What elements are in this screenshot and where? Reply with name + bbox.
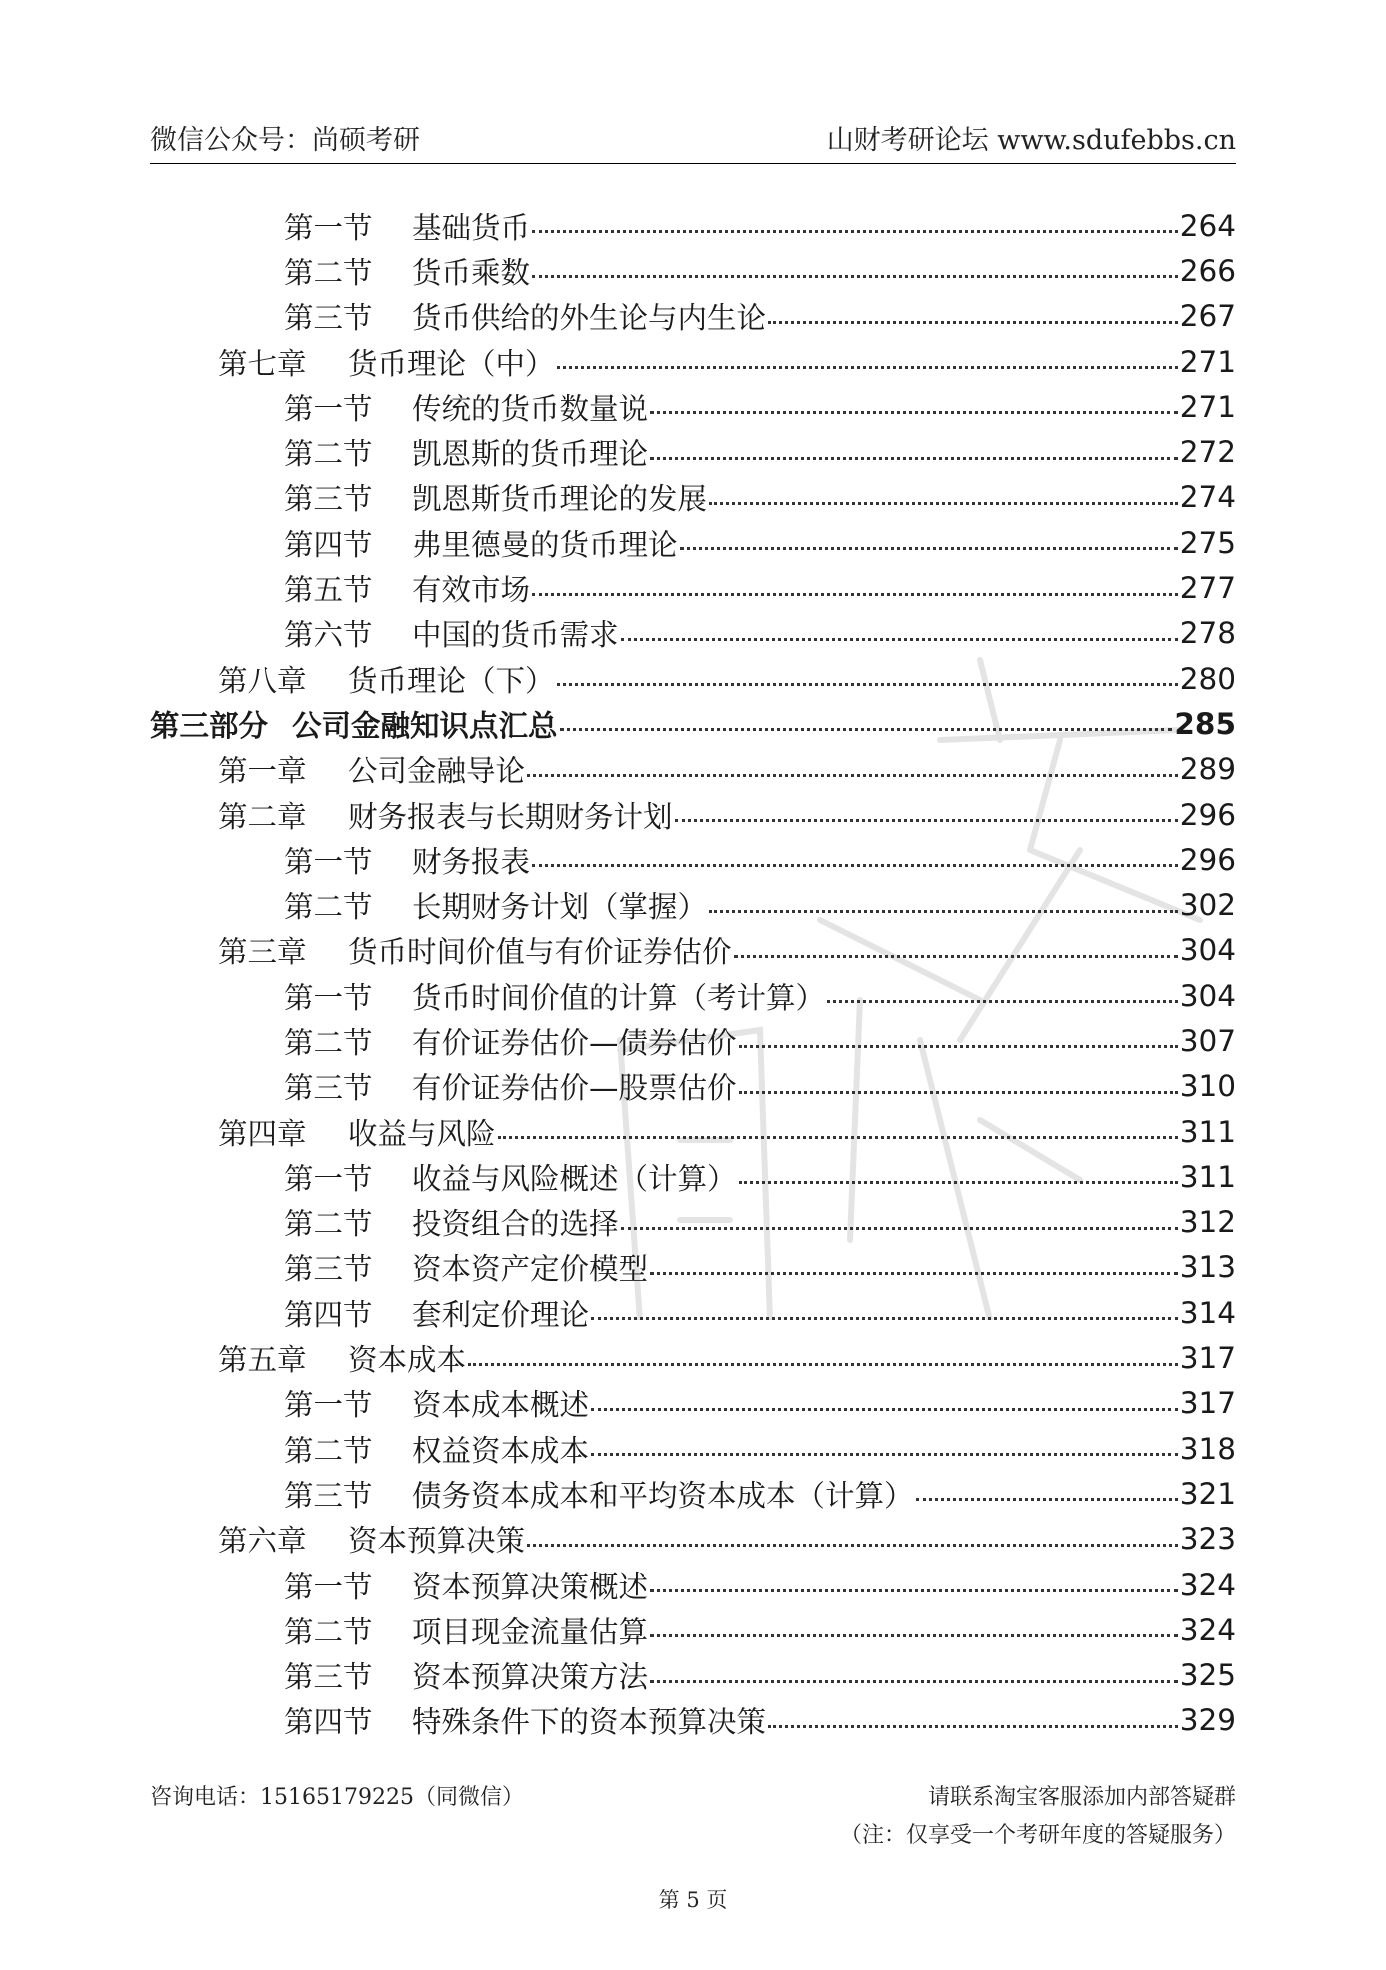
toc-entry-title: 投资组合的选择 (412, 1207, 619, 1242)
toc-dot-leader (650, 1680, 1178, 1683)
toc-entry-number: 第三节 (284, 1478, 373, 1513)
toc-entry-page: 296 (1179, 842, 1236, 877)
toc-entry-heading (150, 703, 558, 745)
toc-entry-title: 项目现金流量估算 (412, 1614, 649, 1649)
toc-entry-number: 第二节 (284, 255, 373, 290)
toc-entry-title: 有价证券估价—股票估价 (412, 1071, 737, 1106)
toc-entry-heading (284, 1654, 648, 1696)
toc-entry-heading (218, 341, 555, 383)
toc-entry-heading (284, 1292, 589, 1334)
toc-entry-title: 收益与风险 (348, 1116, 496, 1151)
toc-entry-heading (284, 431, 648, 473)
toc-entry[interactable] (150, 384, 1236, 429)
toc-entry-heading (284, 884, 707, 926)
toc-dot-leader (527, 1544, 1178, 1547)
toc-dot-leader (916, 1498, 1178, 1501)
toc-entry-title: 中国的货币需求 (412, 618, 619, 653)
toc-entry-heading (284, 386, 648, 428)
toc-entry-heading (284, 612, 619, 654)
toc-entry-page: 285 (1174, 706, 1236, 741)
toc-entry-heading (284, 975, 825, 1017)
toc-entry-number: 第二节 (284, 1614, 373, 1649)
toc-dot-leader (680, 547, 1178, 550)
toc-entry-page: 313 (1179, 1250, 1236, 1285)
toc-entry-page: 325 (1179, 1658, 1236, 1693)
toc-entry[interactable] (150, 747, 1236, 792)
toc-dot-leader (468, 1363, 1178, 1366)
toc-dot-leader (650, 411, 1178, 414)
toc-entry-title: 凯恩斯的货币理论 (412, 437, 649, 472)
toc-entry-title: 长期财务计划（掌握） (412, 890, 708, 925)
toc-entry-number: 第一章 (218, 754, 307, 789)
toc-entry[interactable] (150, 248, 1236, 293)
toc-entry[interactable] (150, 1471, 1236, 1516)
toc-entry-heading (284, 1428, 589, 1470)
toc-entry-page: 267 (1179, 299, 1236, 334)
toc-entry-page: 329 (1179, 1703, 1236, 1738)
toc-entry-page: 302 (1179, 888, 1236, 923)
toc-entry[interactable] (150, 1698, 1236, 1743)
toc-entry-heading (284, 1246, 648, 1288)
toc-dot-leader (591, 1317, 1178, 1320)
page-header (150, 118, 1236, 160)
toc-dot-leader (739, 1181, 1178, 1184)
toc-entry[interactable] (150, 339, 1236, 384)
toc-dot-leader (621, 638, 1178, 641)
toc-entry-heading (284, 476, 707, 518)
toc-entry-title: 货币供给的外生论与内生论 (412, 301, 767, 336)
toc-entry-title: 资本资产定价模型 (412, 1252, 649, 1287)
toc-dot-leader (650, 457, 1178, 460)
toc-entry-title: 有价证券估价—债券估价 (412, 1025, 737, 1060)
toc-dot-leader (768, 321, 1178, 324)
toc-entry[interactable] (150, 1018, 1236, 1063)
toc-entry-number: 第一节 (284, 391, 373, 426)
toc-entry-number: 第一节 (284, 1569, 373, 1604)
toc-entry-title: 公司金融知识点汇总 (292, 708, 558, 743)
toc-entry[interactable] (150, 1607, 1236, 1652)
toc-entry-number: 第六节 (284, 618, 373, 653)
toc-dot-leader (532, 230, 1178, 233)
toc-entry-number: 第四章 (218, 1116, 307, 1151)
toc-entry-title: 套利定价理论 (412, 1297, 590, 1332)
toc-entry[interactable] (150, 1245, 1236, 1290)
toc-dot-leader (498, 1136, 1178, 1139)
toc-dot-leader (768, 1725, 1178, 1728)
toc-dot-leader (527, 774, 1178, 777)
toc-dot-leader (560, 728, 1173, 731)
toc-entry-page: 272 (1179, 435, 1236, 470)
toc-dot-leader (650, 1589, 1178, 1592)
toc-entry-title: 凯恩斯货币理论的发展 (412, 482, 708, 517)
toc-entry-number: 第三节 (284, 1252, 373, 1287)
toc-entry-number: 第一节 (284, 844, 373, 879)
toc-dot-leader (739, 1091, 1178, 1094)
toc-entry[interactable] (150, 1381, 1236, 1426)
toc-entry[interactable] (150, 611, 1236, 656)
toc-entry-number: 第二节 (284, 1433, 373, 1468)
toc-entry-title: 有效市场 (412, 573, 531, 608)
toc-entry-page: 312 (1179, 1205, 1236, 1240)
toc-entry-title: 公司金融导论 (348, 754, 526, 789)
toc-entry-heading (218, 929, 732, 971)
toc-entry-title: 货币时间价值与有价证券估价 (348, 935, 732, 970)
toc-dot-leader (557, 683, 1178, 686)
toc-entry[interactable] (150, 1290, 1236, 1335)
toc-entry-heading (218, 658, 555, 700)
toc-entry-heading (284, 1473, 914, 1515)
toc-entry[interactable] (150, 1517, 1236, 1562)
toc-entry-page: 311 (1179, 1159, 1236, 1194)
toc-dot-leader (650, 1634, 1178, 1637)
header-wechat-account: 微信公众号：尚硕考研 (150, 125, 420, 156)
toc-entry-number: 第三节 (284, 301, 373, 336)
toc-entry-number: 第三章 (218, 935, 307, 970)
toc-entry-page: 323 (1179, 1522, 1236, 1557)
toc-entry[interactable] (150, 792, 1236, 837)
toc-entry-page: 280 (1179, 661, 1236, 696)
toc-entry-title: 货币乘数 (412, 255, 531, 290)
toc-entry-page: 324 (1179, 1567, 1236, 1602)
toc-entry-title: 货币理论（中） (348, 346, 555, 381)
toc-entry[interactable] (150, 1426, 1236, 1471)
toc-entry-number: 第三节 (284, 1071, 373, 1106)
toc-entry-number: 第七章 (218, 346, 307, 381)
toc-entry-heading (284, 1609, 648, 1651)
toc-entry-title: 资本预算决策 (348, 1524, 526, 1559)
toc-dot-leader (827, 1000, 1178, 1003)
toc-entry-heading (284, 205, 530, 247)
toc-entry-heading (284, 522, 678, 564)
toc-entry-title: 收益与风险概述（计算） (412, 1161, 737, 1196)
toc-entry-title: 货币时间价值的计算（考计算） (412, 980, 826, 1015)
footer-qa-group-note: 请联系淘宝客服添加内部答疑群 (927, 1785, 1236, 1810)
toc-entry[interactable] (150, 701, 1236, 746)
toc-entry[interactable] (150, 928, 1236, 973)
toc-entry-page: 317 (1179, 1386, 1236, 1421)
toc-entry[interactable] (150, 973, 1236, 1018)
toc-entry-number: 第八章 (218, 663, 307, 698)
toc-entry-number: 第一节 (284, 1388, 373, 1423)
toc-entry[interactable] (150, 294, 1236, 339)
toc-entry-heading (284, 1382, 589, 1424)
toc-entry-heading (284, 1699, 766, 1741)
toc-entry-number: 第二节 (284, 890, 373, 925)
toc-entry[interactable] (150, 520, 1236, 565)
toc-entry-title: 资本预算决策方法 (412, 1660, 649, 1695)
toc-dot-leader (709, 502, 1178, 505)
toc-entry[interactable] (150, 656, 1236, 701)
toc-entry-page: 317 (1179, 1341, 1236, 1376)
toc-entry-page: 289 (1179, 752, 1236, 787)
toc-dot-leader (532, 275, 1178, 278)
toc-entry-number: 第四节 (284, 1705, 373, 1740)
footer-phone: 咨询电话：15165179225（同微信） (150, 1785, 524, 1810)
toc-entry-title: 资本成本概述 (412, 1388, 590, 1423)
toc-dot-leader (621, 1227, 1178, 1230)
toc-entry-title: 财务报表与长期财务计划 (348, 799, 673, 834)
toc-entry-page: 324 (1179, 1612, 1236, 1647)
toc-entry-page: 271 (1179, 389, 1236, 424)
toc-entry-page: 264 (1179, 208, 1236, 243)
toc-entry-heading (218, 794, 673, 836)
toc-entry-page: 266 (1179, 253, 1236, 288)
toc-entry-heading (284, 1020, 737, 1062)
toc-entry-title: 债务资本成本和平均资本成本（计算） (412, 1478, 914, 1513)
table-of-contents (150, 203, 1236, 1743)
toc-entry[interactable] (150, 1562, 1236, 1607)
toc-entry-number: 第二章 (218, 799, 307, 834)
toc-entry-number: 第二节 (284, 1025, 373, 1060)
toc-entry-number: 第四节 (284, 1297, 373, 1332)
toc-entry-number: 第一节 (284, 1161, 373, 1196)
toc-entry-title: 弗里德曼的货币理论 (412, 527, 678, 562)
toc-entry-title: 财务报表 (412, 844, 531, 879)
toc-entry-title: 资本预算决策概述 (412, 1569, 649, 1604)
toc-entry-page: 277 (1179, 571, 1236, 606)
toc-entry[interactable] (150, 475, 1236, 520)
toc-entry-title: 特殊条件下的资本预算决策 (412, 1705, 767, 1740)
toc-entry-page: 304 (1179, 978, 1236, 1013)
toc-entry-title: 权益资本成本 (412, 1433, 590, 1468)
footer-service-note: （注：仅享受一个考研年度的答疑服务） (839, 1823, 1236, 1848)
toc-dot-leader (675, 819, 1178, 822)
toc-dot-leader (709, 910, 1178, 913)
toc-entry[interactable] (150, 1653, 1236, 1698)
header-divider (150, 163, 1236, 164)
toc-entry-page: 318 (1179, 1431, 1236, 1466)
header-forum-site: 山财考研论坛 www.sdufebbs.cn (826, 125, 1236, 156)
toc-entry[interactable] (150, 1109, 1236, 1154)
toc-entry-page: 274 (1179, 480, 1236, 515)
toc-entry-heading (284, 1564, 648, 1606)
toc-entry-number: 第三节 (284, 482, 373, 517)
toc-entry-heading (218, 1518, 525, 1560)
toc-dot-leader (734, 955, 1178, 958)
toc-entry-heading (218, 1337, 466, 1379)
toc-entry-page: 271 (1179, 344, 1236, 379)
page-number: 第 5 页 (658, 1888, 728, 1912)
toc-entry-number: 第二节 (284, 437, 373, 472)
toc-entry-number: 第五节 (284, 573, 373, 608)
toc-entry[interactable] (150, 882, 1236, 927)
toc-entry-heading (284, 839, 530, 881)
toc-entry[interactable] (150, 1335, 1236, 1380)
toc-entry-number: 第三部分 (150, 708, 269, 743)
toc-entry-heading (284, 567, 530, 609)
toc-entry-page: 314 (1179, 1295, 1236, 1330)
toc-entry-number: 第三节 (284, 1660, 373, 1695)
toc-entry-heading (284, 1201, 619, 1243)
toc-dot-leader (591, 1408, 1178, 1411)
toc-dot-leader (532, 593, 1178, 596)
toc-entry-page: 275 (1179, 525, 1236, 560)
toc-entry-number: 第一节 (284, 980, 373, 1015)
toc-entry-page: 311 (1179, 1114, 1236, 1149)
toc-entry-number: 第六章 (218, 1524, 307, 1559)
toc-dot-leader (739, 1045, 1178, 1048)
toc-dot-leader (557, 366, 1178, 369)
toc-dot-leader (532, 864, 1178, 867)
toc-entry-title: 货币理论（下） (348, 663, 555, 698)
toc-entry-page: 278 (1179, 616, 1236, 651)
toc-entry-page: 307 (1179, 1023, 1236, 1058)
toc-entry-title: 基础货币 (412, 210, 531, 245)
toc-entry[interactable] (150, 1154, 1236, 1199)
toc-entry-heading (284, 1065, 737, 1107)
toc-entry-page: 296 (1179, 797, 1236, 832)
toc-entry-number: 第二节 (284, 1207, 373, 1242)
toc-entry-heading (218, 748, 525, 790)
toc-entry[interactable] (150, 429, 1236, 474)
toc-entry-page: 310 (1179, 1069, 1236, 1104)
toc-entry-heading (284, 1156, 737, 1198)
toc-entry-page: 321 (1179, 1476, 1236, 1511)
toc-entry-number: 第五章 (218, 1343, 307, 1378)
toc-entry-title: 资本成本 (348, 1343, 467, 1378)
toc-entry-title: 传统的货币数量说 (412, 391, 649, 426)
toc-entry-number: 第一节 (284, 210, 373, 245)
toc-entry-heading (218, 1111, 496, 1153)
toc-entry-page: 304 (1179, 933, 1236, 968)
toc-entry[interactable] (150, 565, 1236, 610)
toc-entry-number: 第四节 (284, 527, 373, 562)
toc-dot-leader (650, 1272, 1178, 1275)
toc-entry[interactable] (150, 1200, 1236, 1245)
toc-entry[interactable] (150, 837, 1236, 882)
toc-entry[interactable] (150, 1064, 1236, 1109)
toc-entry-heading (284, 295, 766, 337)
toc-dot-leader (591, 1453, 1178, 1456)
toc-entry[interactable] (150, 203, 1236, 248)
toc-entry-heading (284, 250, 530, 292)
